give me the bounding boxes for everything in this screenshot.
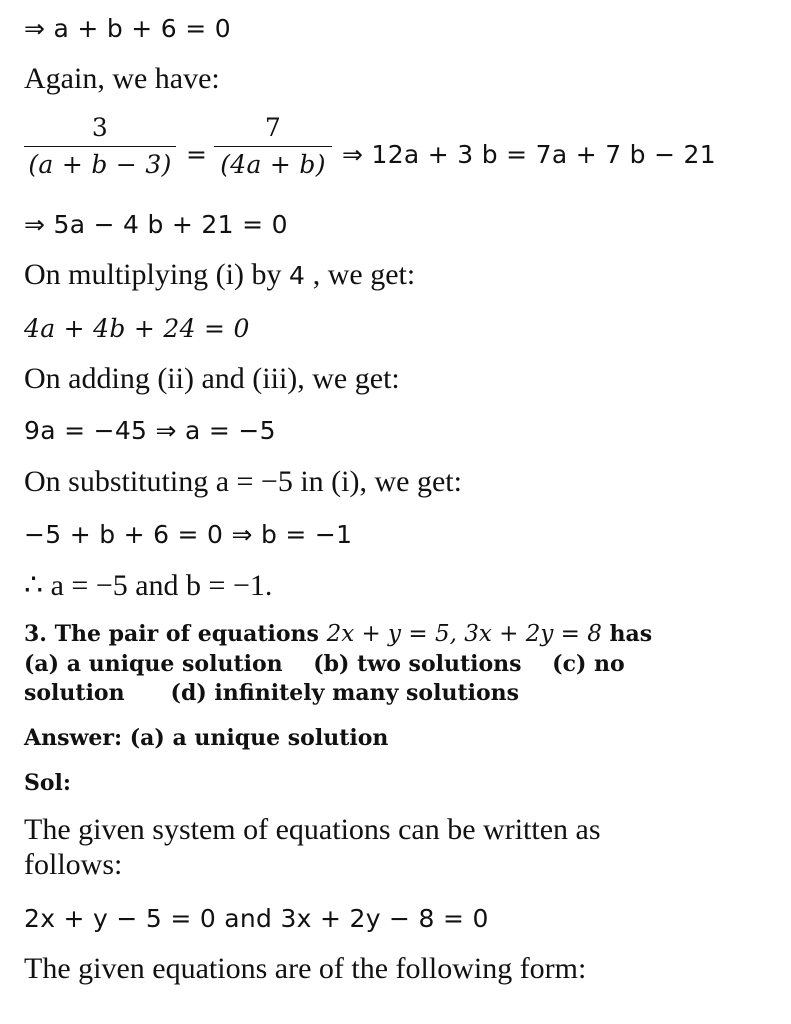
text-line: ∴ a = −5 and b = −1. [24,569,273,602]
equation-line: 4a + 4b + 24 = 0 [24,314,250,343]
equation-line: 2x + y − 5 = 0 and 3x + 2y − 8 = 0 [24,904,489,933]
fraction-left-bar [24,146,176,147]
equation-line: −5 + b + 6 = 0 ⇒ b = −1 [24,520,353,549]
equation-line: ⇒ a + b + 6 = 0 [24,14,231,43]
question-text: 3. The pair of equations [24,621,327,647]
text-span: On multiplying (i) by [24,258,289,291]
text-line [24,258,415,292]
fraction-right-denominator: (4a + b) [220,150,326,179]
sol-label: Sol: [24,770,72,796]
fraction-left-numerator: 3 [91,113,109,142]
equation-line: ⇒ 12a + 3 b = 7a + 7 b − 21 [342,140,716,169]
question-line [24,621,652,647]
fraction-left-denominator: (a + b − 3) [28,150,172,179]
text-line: On adding (ii) and (iii), we get: [24,362,400,395]
text-line: The given system of equations can be written as [24,813,601,846]
fraction-right [214,112,332,181]
answer-line: Answer: (a) a unique solution [24,725,389,751]
question-options-line: (a) a unique solution (b) two solutions (c) no [24,651,625,677]
question-options-line: solution (d) infinitely many solutions [24,680,520,706]
fraction-right-bar [214,146,332,147]
fraction-right-numerator: 7 [264,113,282,142]
question-math: 2x + y = 5, 3x + 2y = 8 [326,621,602,647]
equals-sign: = [186,140,208,169]
text-line: The given equations are of the following form: [24,952,587,985]
text-line: follows: [24,848,123,881]
equation-line: ⇒ 5a − 4 b + 21 = 0 [24,210,288,239]
math-span: 4 [289,261,306,290]
text-line: On substituting a = −5 in (i), we get: [24,465,462,498]
equation-line: 9a = −45 ⇒ a = −5 [24,416,276,445]
text-line: Again, we have: [24,62,220,95]
text-span: , we get: [305,258,416,291]
fraction-left [24,112,176,181]
question-text: has [601,621,653,647]
